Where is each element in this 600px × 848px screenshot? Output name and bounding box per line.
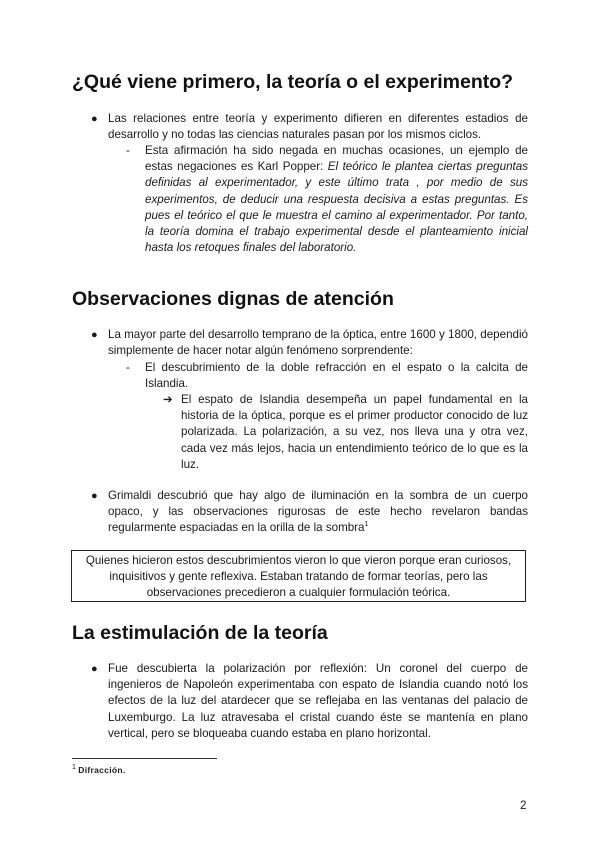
grimaldi-text: Grimaldi descubrió que hay algo de iluminación en la sombra de un cuerpo opaco, y las observaciones rigurosas de este hecho revelaron bandas regularmente espaciadas en la orilla de la sombra [108, 489, 528, 535]
footnote-reference[interactable]: 1 [364, 521, 369, 529]
popper-quote-italic: El teórico le plantea ciertas preguntas definidas al experimentador, y este último trata , por medio de sus experimentos, de deducir una respuesta decisiva a estas preguntas. Es pues el teórico el que le muestra el camino al experimentador. Por tanto, la teoría domina el trabajo experimental desde el planteamiento inicial hasta los retoques finales del laboratorio. [145, 160, 528, 255]
paragraph-grimaldi [108, 488, 528, 537]
footnote-divider [72, 758, 217, 759]
highlight-box: Quienes hicieron estos descubrimientos vieron lo que vieron porque eran curiosos, inquisitivos y gente reflexiva. Estaban tratando de formar teorías, pero las observaciones precedieron a cualquier formulación teórica. [71, 550, 526, 602]
paragraph-iceland-spar: El espato de Islandia desempeña un papel fundamental en la historia de la óptica, porque es el primer productor conocido de luz polarizada. La polarización, a su vez, nos lleva una y otra vez, cada vez más lejos, hacia un entendimiento teórico de lo que es la luz. [181, 393, 528, 471]
bullet-icon: ● [91, 490, 98, 502]
section-heading-theory-experiment: ¿Qué viene primero, la teoría o el experimento? [72, 71, 514, 93]
footnote [72, 765, 126, 775]
paragraph-polarization-reflection: Fue descubierta la polarización por reflexión: Un coronel del cuerpo de ingenieros de Napoleón experimentaba con espato de Islandia cuando notó los efectos de la luz del atardecer que se reflejaba en las ventanas del palacio de Luxemburgo. La luz atravesaba el cristal cuando éste se mantenía en plano vertical, pero se bloqueaba cuando estaba en plano horizontal. [108, 662, 528, 740]
section-heading-theory-stimulation: La estimulación de la teoría [72, 622, 328, 644]
paragraph-double-refraction: El descubrimiento de la doble refracción en el espato o la calcita de Islandia. [145, 361, 528, 391]
bullet-icon: ● [91, 329, 98, 341]
footnote-number: 1 [72, 764, 76, 772]
paragraph-theory-relations: Las relaciones entre teoría y experimento difieren en diferentes estadios de desarrollo y no todas las ciencias naturales pasan por los mismos ciclos. [108, 112, 528, 142]
arrow-right-icon: ➔ [163, 393, 173, 406]
paragraph-popper-quote [145, 143, 528, 256]
popper-intro-text: Esta afirmación ha sido negada en muchas ocasiones, un ejemplo de estas negaciones es Karl Popper: [145, 144, 528, 174]
paragraph-optics-development: La mayor parte del desarrollo temprano de la óptica, entre 1600 y 1800, dependió simplemente de hacer notar algún fenómeno sorprendente: [108, 328, 528, 358]
page-number: 2 [520, 799, 527, 812]
dash-icon: - [126, 144, 130, 157]
dash-icon: - [126, 361, 130, 374]
bullet-icon: ● [91, 663, 98, 675]
bullet-icon: ● [91, 113, 98, 125]
section-heading-observations: Observaciones dignas de atención [72, 288, 394, 310]
footnote-text: Difracción. [78, 765, 126, 775]
